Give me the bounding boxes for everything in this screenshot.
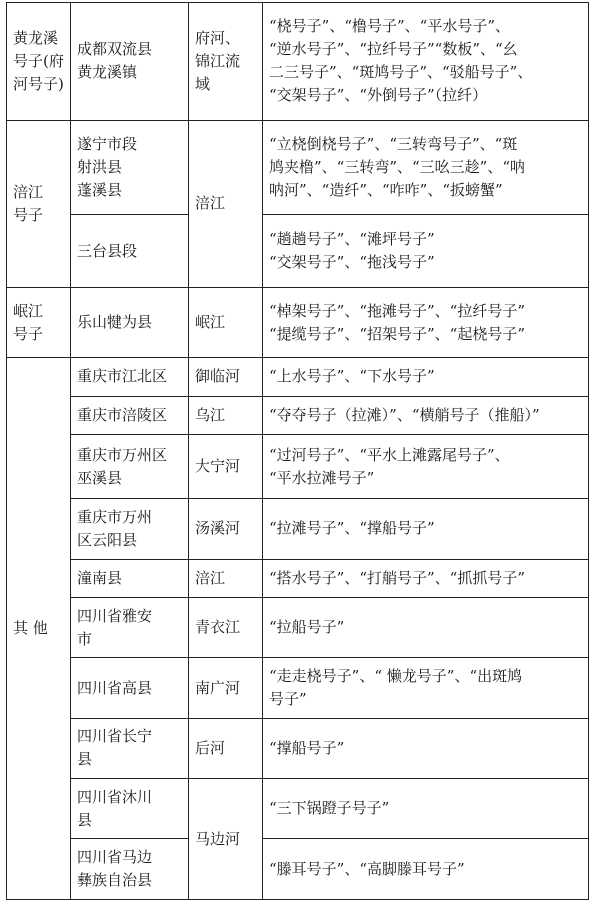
group-label: 河号子)	[13, 74, 64, 93]
haozi-names-cell	[263, 499, 589, 559]
haozi-names-text: “棹架号子”、“拖滩号子”、“拉纤号子”	[269, 301, 526, 320]
haozi-names-cell	[263, 358, 589, 396]
haozi-names-cell	[263, 3, 589, 121]
place-text: 县	[77, 810, 93, 829]
haozi-names-cell	[263, 215, 589, 287]
haozi-names-text: “撑船号子”	[269, 738, 345, 757]
place-text: 四川省长宁	[77, 727, 153, 746]
haozi-names-cell	[263, 597, 589, 657]
group-label: 号子	[13, 205, 44, 224]
haozi-names-cell	[263, 658, 589, 718]
river-text: 域	[195, 74, 211, 93]
table-row	[7, 718, 589, 778]
haozi-names-text: “桡号子”、“橹号子”、“平水号子”、	[269, 17, 511, 36]
river-text: 青衣江	[195, 618, 241, 637]
table-row	[7, 120, 589, 215]
river-cell	[189, 658, 263, 718]
place-text: 四川省雅安	[77, 606, 153, 625]
river-text: 汤溪河	[195, 519, 241, 538]
river-cell	[189, 120, 263, 287]
table-row	[7, 839, 589, 900]
river-cell	[189, 779, 263, 900]
place-cell	[71, 120, 189, 215]
place-cell	[71, 559, 189, 597]
table-row	[7, 658, 589, 718]
haozi-names-text: “交架号子”、“外倒号子”（拉纤）	[269, 86, 488, 105]
group-label: 岷江	[13, 301, 44, 320]
haozi-names-cell	[263, 718, 589, 778]
haozi-names-text: “夺夺号子（拉滩）”、“横艄号子（推船）”	[269, 405, 540, 424]
place-cell	[71, 779, 189, 839]
table-row	[7, 215, 589, 287]
place-cell	[71, 499, 189, 559]
river-cell	[189, 434, 263, 498]
table-row	[7, 434, 589, 498]
place-text: 四川省马边	[77, 848, 153, 867]
river-cell	[189, 597, 263, 657]
place-text: 成都双流县	[77, 40, 153, 59]
place-cell	[71, 287, 189, 357]
place-cell	[71, 358, 189, 396]
place-text: 县	[77, 750, 93, 769]
place-text: 蓬溪县	[77, 181, 123, 200]
haozi-names-text: “交架号子”、“拖浅号子”	[269, 253, 435, 272]
haozi-names-text: “平水拉滩号子”	[269, 468, 375, 487]
river-cell	[189, 287, 263, 357]
table-row	[7, 499, 589, 559]
group-label: 号子	[13, 324, 44, 343]
table-row	[7, 559, 589, 597]
place-cell	[71, 658, 189, 718]
place-text: 彝族自治县	[77, 871, 153, 890]
haozi-names-text: “趟趟号子”、“滩坪号子”	[269, 230, 435, 249]
haozi-names-cell	[263, 779, 589, 839]
river-cell	[189, 499, 263, 559]
river-cell	[189, 559, 263, 597]
table-row	[7, 3, 589, 121]
place-cell	[71, 215, 189, 287]
place-text: 巫溪县	[77, 468, 123, 487]
haozi-names-cell	[263, 396, 589, 434]
place-text: 区云阳县	[77, 530, 138, 549]
place-text: 重庆市万州	[77, 507, 153, 526]
river-text: 后河	[195, 738, 226, 757]
place-text: 四川省高县	[77, 678, 153, 697]
group-label: 其 他	[13, 619, 48, 638]
haozi-names-text: 二三号子”、“斑鸠号子”、“驳船号子”、	[269, 63, 533, 82]
table-row	[7, 358, 589, 396]
place-cell	[71, 434, 189, 498]
place-text: 市	[77, 629, 93, 648]
river-text: 南广河	[195, 678, 241, 697]
group-cell	[7, 287, 71, 357]
river-text: 乌江	[195, 405, 226, 424]
place-text: 三台县段	[77, 241, 138, 260]
group-cell	[7, 358, 71, 900]
place-text: 四川省沐川	[77, 787, 153, 806]
haozi-names-text: “拉船号子”	[269, 618, 345, 637]
group-cell	[7, 120, 71, 287]
place-text: 遂宁市段	[77, 135, 138, 154]
haozi-names-text: “过河号子”、“平水上滩露尾号子”、	[269, 445, 510, 464]
place-text: 射洪县	[77, 158, 123, 177]
place-text: 黄龙溪镇	[77, 63, 138, 82]
place-cell	[71, 396, 189, 434]
place-text: 潼南县	[77, 568, 123, 587]
haozi-names-text: “立桡倒桡号子”、“三转弯号子”、“斑	[269, 135, 518, 154]
river-text: 涪江	[195, 194, 226, 213]
group-cell	[7, 3, 71, 121]
haozi-names-text: “走走桡号子”、“ 懒龙号子”、“出斑鸠	[269, 667, 523, 685]
place-cell	[71, 718, 189, 778]
river-text: 大宁河	[195, 457, 241, 476]
river-text: 府河、	[195, 28, 241, 47]
haozi-names-cell	[263, 287, 589, 357]
table-row	[7, 779, 589, 839]
haozi-table	[6, 2, 589, 900]
haozi-names-text: “提缆号子”、“招架号子”、“起桡号子”	[269, 324, 526, 343]
place-cell	[71, 597, 189, 657]
haozi-names-text: “逆水号子”、“拉纤号子”“数板”、“幺	[269, 40, 518, 59]
river-cell	[189, 3, 263, 121]
table-row	[7, 396, 589, 434]
group-label: 号子(府	[13, 51, 64, 70]
haozi-names-text: 号子”	[269, 690, 307, 708]
river-cell	[189, 396, 263, 434]
haozi-names-text: “滕耳号子”、“高脚滕耳号子”	[269, 859, 465, 878]
place-cell	[71, 839, 189, 900]
haozi-names-text: “三下锅蹬子号子”	[269, 799, 390, 818]
haozi-names-text: “搭水号子”、“打艄号子”、“抓抓号子”	[269, 568, 526, 587]
river-text: 涪江	[195, 568, 226, 587]
haozi-names-text: 呐河”、“造纤”、“咋咋”、“扳螃蟹”	[269, 181, 503, 200]
table-row	[7, 287, 589, 357]
place-text: 重庆市江北区	[77, 367, 168, 386]
haozi-names-text: “上水号子”、“下水号子”	[269, 367, 435, 386]
group-label: 涪江	[13, 182, 44, 201]
river-text: 马边河	[195, 829, 241, 848]
group-label: 黄龙溪	[13, 28, 59, 47]
river-cell	[189, 718, 263, 778]
place-text: 重庆市万州区	[77, 445, 168, 464]
haozi-names-cell	[263, 120, 589, 215]
river-text: 锦江流	[195, 51, 241, 70]
table-row	[7, 597, 589, 657]
haozi-names-cell	[263, 839, 589, 900]
river-cell	[189, 358, 263, 396]
place-text: 重庆市涪陵区	[77, 405, 168, 424]
haozi-names-cell	[263, 559, 589, 597]
place-text: 乐山犍为县	[77, 313, 153, 332]
river-text: 御临河	[195, 367, 241, 386]
haozi-names-text: 鸠夹橹”、“三转弯”、“三吆三趁”、“呐	[269, 158, 526, 177]
place-cell	[71, 3, 189, 121]
river-text: 岷江	[195, 313, 226, 332]
haozi-names-text: “拉滩号子”、“撑船号子”	[269, 519, 435, 538]
haozi-names-cell	[263, 434, 589, 498]
